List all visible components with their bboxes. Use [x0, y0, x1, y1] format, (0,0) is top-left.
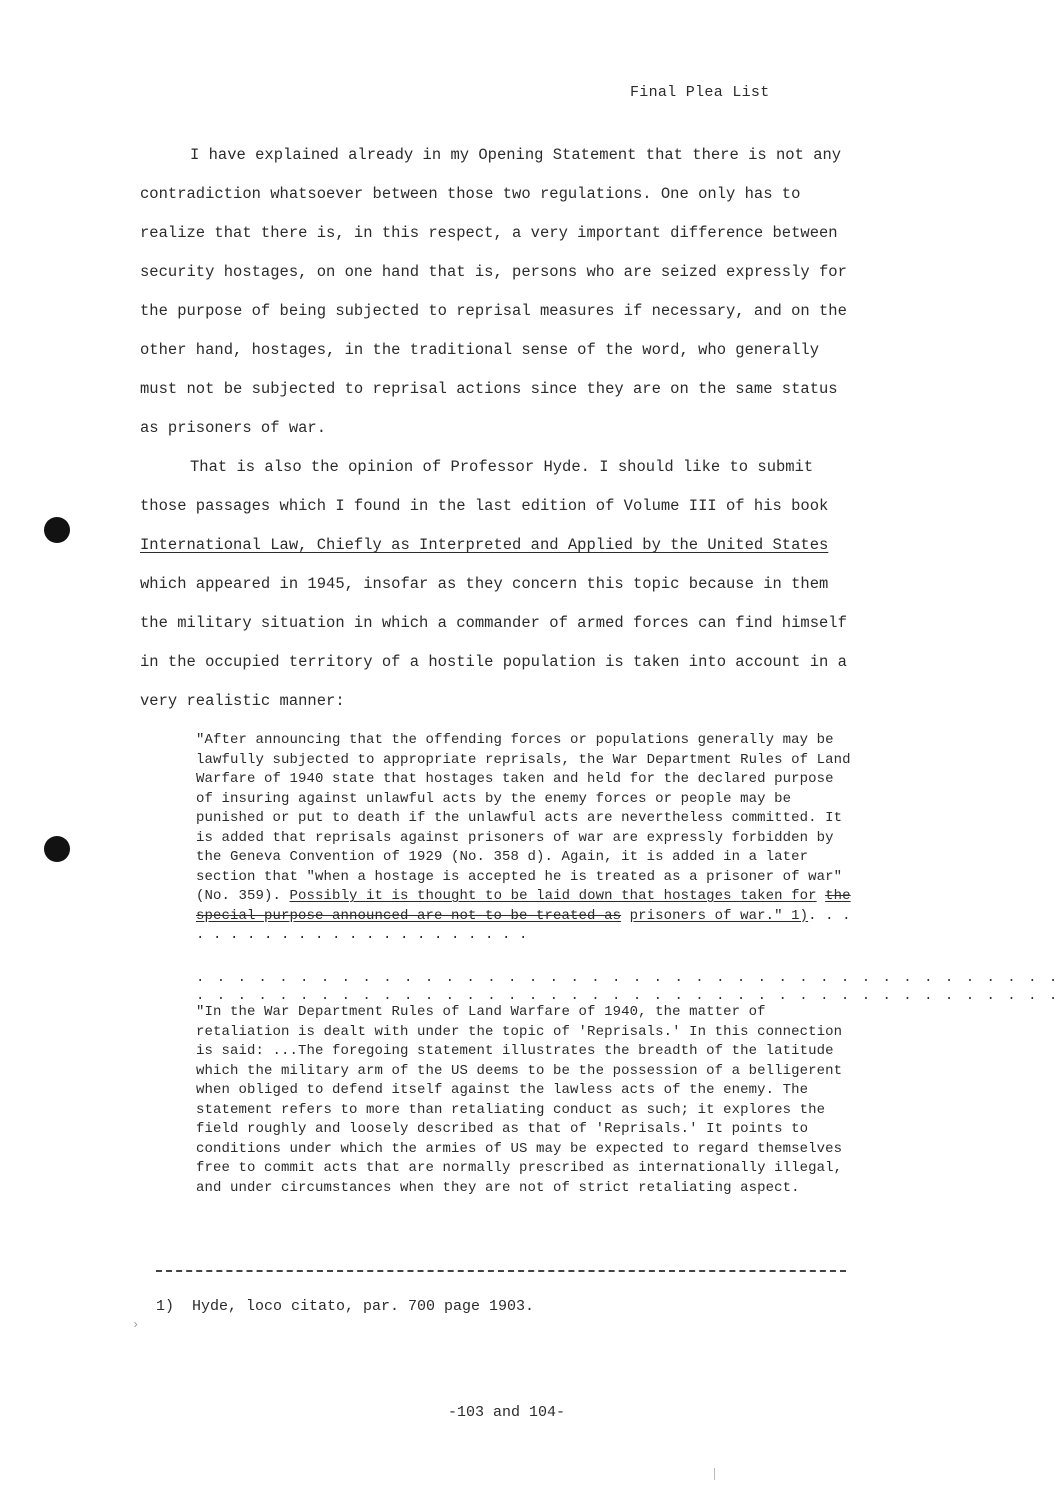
- paragraph-1: I have explained already in my Opening Statement that there is not any contradiction whatsoever between those two regulations. One only has to realize that there is, in this respect, a very important difference between security hostages, on one hand that is, persons who are seized expressly for the purpose of being subjected to reprisal measures if necessary, and on the other hand, hostages, in the traditional sense of the word, who generally must not be subjected to reprisal actions since they are on the same status as prisoners of war.: [140, 146, 847, 437]
- ellipsis-line-2: . . . . . . . . . . . . . . . . . . . . . . . . . . . . . . . . . . . . . . . . . .: [196, 988, 1059, 1004]
- quotation-2-text: "In the War Department Rules of Land Warfare of 1940, the matter of retaliation is dealt with under the topic of 'Reprisals.' In this connection is said: ...The foregoing statement illustrates the breadth of the latitude which the military arm of the US deems to be the possession of a belligerent when obliged to defend itself against the lawless acts of the enemy. The statement refers to more than retaliating conduct as such; it explores the field roughly and loosely described as that of 'Reprisals.' It points to conditions under which the armies of US may be expected to regard themselves free to commit acts that are normally prescribed as internationally illegal, and under circumstances when they are not of strict retaliating aspect.: [196, 1004, 843, 1196]
- book-title: International Law, Chiefly as Interpreted and Applied by the United States: [140, 536, 829, 554]
- paragraph-2-intro: That is also the opinion of Professor Hyde. I should like to submit those passages which I found in the last edition of Volume III of his book: [140, 458, 829, 515]
- page-header: Final Plea List: [630, 84, 770, 101]
- paragraph-2: [140, 448, 860, 721]
- punch-hole-bottom: [44, 836, 70, 862]
- footnote: [156, 1298, 534, 1315]
- quotation-1-struck: the special purpose announced are not to be treated as: [196, 888, 851, 924]
- main-text: [140, 136, 860, 721]
- stray-mark: ›: [132, 1318, 140, 1332]
- stray-tick: [714, 1468, 715, 1480]
- quotation-1-underlined-c: prisoners of war." 1): [629, 907, 809, 924]
- quotation-1-text: [196, 731, 856, 946]
- quotation-1-main: "After announcing that the offending forces or populations generally may be lawfully subjected to appropriate reprisals, the War Department Rules of Land Warfare of 1940 state that hostages taken and held for the declared purpose of insuring against unlawful acts by the enemy forces or people may be punished or put to death if the unlawful acts are nevertheless committed. It is added that reprisals against prisoners of war are expressly forbidden by the Geneva Convention of 1929 (No. 358 d). Again, it is added in a later section that "when a hostage is accepted he is treated as a prisoner of war" (No. 359).: [196, 732, 851, 904]
- footnote-separator: [156, 1270, 846, 1272]
- quotation-2: [196, 1003, 856, 1198]
- quotation-1: [196, 731, 856, 946]
- quotation-1-dots: . . . . . . . . . . . . . . . . . . . . . . .: [196, 907, 851, 943]
- quotation-1-underlined-a: Possibly it is thought to be laid down that hostages taken for: [289, 888, 817, 904]
- punch-hole-top: [44, 517, 70, 543]
- ellipsis-line-1: . . . . . . . . . . . . . . . . . . . . . . . . . . . . . . . . . . . . . . . . . .: [196, 970, 1059, 986]
- paragraph-2-rest: which appeared in 1945, insofar as they concern this topic because in them the military situation in which a commander of armed forces can find himself in the occupied territory of a hostile population is taken into account in a very realistic manner:: [140, 575, 847, 710]
- page-number: -103 and 104-: [448, 1404, 566, 1421]
- footnote-text: Hyde, loco citato, par. 700 page 1903.: [192, 1298, 535, 1315]
- footnote-marker: 1): [156, 1298, 175, 1315]
